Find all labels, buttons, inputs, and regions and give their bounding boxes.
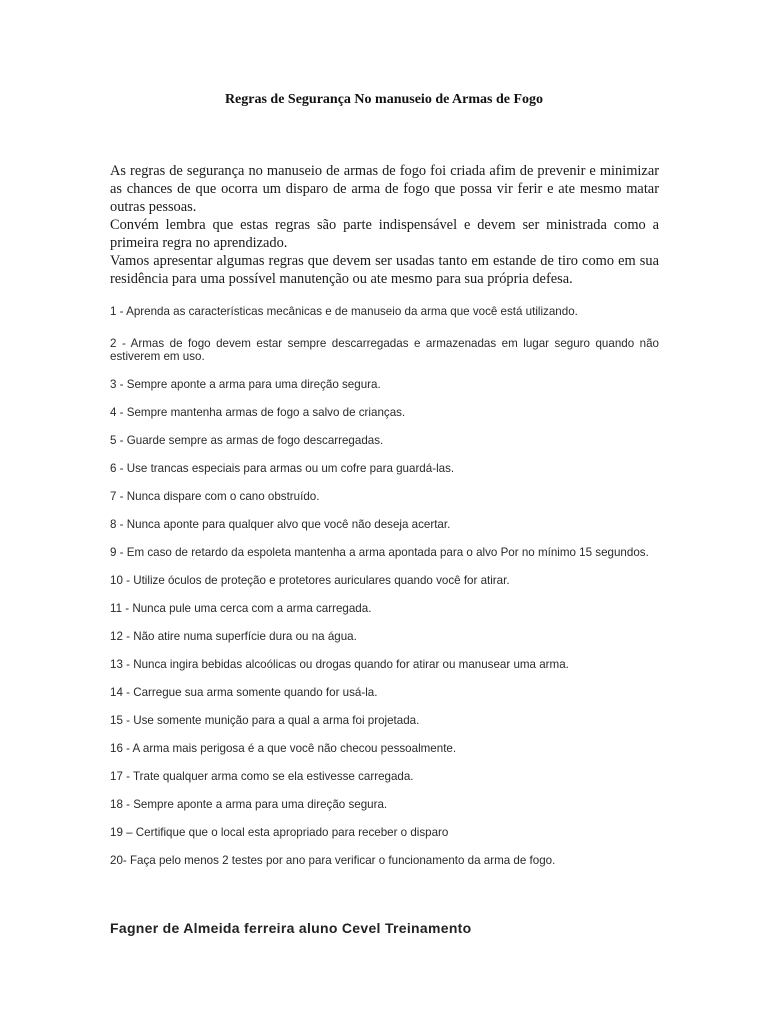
rule-item-17: 17 - Trate qualquer arma como se ela estivesse carregada. [110, 770, 414, 783]
rule-item-20: 20- Faça pelo menos 2 testes por ano para verificar o funcionamento da arma de fogo. [110, 854, 556, 867]
intro-paragraph-3: Vamos apresentar algumas regras que devem ser usadas tanto em estande de tiro como em sua residência para uma possível manutenção ou ate mesmo para sua própria defesa. [110, 253, 659, 287]
rule-item-4: 4 - Sempre mantenha armas de fogo a salvo de crianças. [110, 406, 406, 419]
rule-item-2: 2 - Armas de fogo devem estar sempre descarregadas e armazenadas em lugar seguro quando não estiverem em uso. [110, 337, 659, 363]
rule-item-11: 11 - Nunca pule uma cerca com a arma carregada. [110, 602, 372, 615]
rule-item-13: 13 - Nunca ingira bebidas alcoólicas ou drogas quando for atirar ou manusear uma arma. [110, 658, 569, 671]
intro-section [110, 162, 659, 288]
rule-item-19: 19 – Certifique que o local esta apropriado para receber o disparo [110, 826, 449, 839]
rule-item-14: 14 - Carregue sua arma somente quando for usá-la. [110, 686, 378, 699]
rule-item-6: 6 - Use trancas especiais para armas ou um cofre para guardá-las. [110, 462, 455, 475]
intro-paragraph-1: As regras de segurança no manuseio de armas de fogo foi criada afim de prevenir e minimizar as chances de que ocorra um disparo de arma de fogo que possa vir ferir e ate mesmo matar outras pessoas. [110, 163, 659, 215]
intro-paragraph-2: Convém lembra que estas regras são parte indispensável e devem ser ministrada como a primeira regra no aprendizado. [110, 217, 659, 251]
rule-item-18: 18 - Sempre aponte a arma para uma direção segura. [110, 798, 388, 811]
document-title: Regras de Segurança No manuseio de Armas de Fogo [224, 92, 544, 107]
rule-item-9: 9 - Em caso de retardo da espoleta mantenha a arma apontada para o alvo Por no mínimo 15 segundos. [110, 546, 649, 559]
rule-item-15: 15 - Use somente munição para a qual a arma foi projetada. [110, 714, 420, 727]
rule-item-10: 10 - Utilize óculos de proteção e protetores auriculares quando você for atirar. [110, 574, 510, 587]
rule-item-3: 3 - Sempre aponte a arma para uma direção segura. [110, 378, 381, 391]
rule-item-7: 7 - Nunca dispare com o cano obstruído. [110, 490, 320, 503]
rule-item-5: 5 - Guarde sempre as armas de fogo descarregadas. [110, 434, 384, 447]
author-signature: Fagner de Almeida ferreira aluno Cevel Treinamento [110, 920, 472, 936]
rule-item-8: 8 - Nunca aponte para qualquer alvo que você não deseja acertar. [110, 518, 451, 531]
rule-item-16: 16 - A arma mais perigosa é a que você não checou pessoalmente. [110, 742, 457, 755]
rule-item-1: 1 - Aprenda as características mecânicas e de manuseio da arma que você está utilizando. [110, 305, 578, 318]
rules-list [110, 305, 659, 882]
rule-item-12: 12 - Não atire numa superfície dura ou na água. [110, 630, 357, 643]
